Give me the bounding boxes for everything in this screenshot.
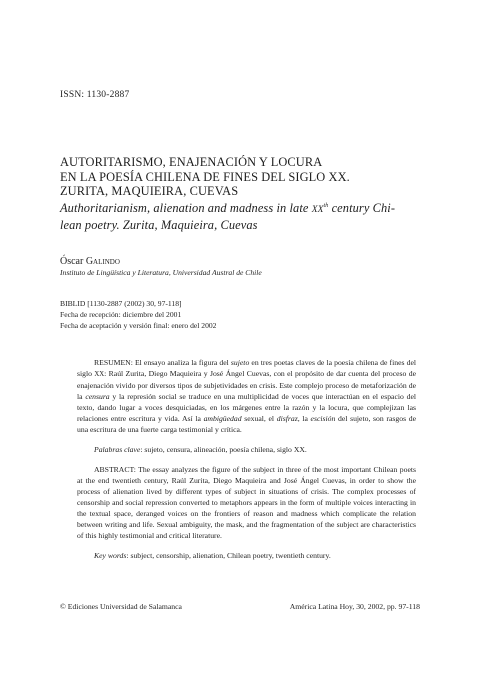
title-line-2: EN LA POESÍA CHILENA DE FINES DEL SIGLO XX. — [60, 169, 350, 184]
footer-citation: América Latina Hoy, 30, 2002, pp. 97-118 — [289, 602, 420, 611]
resumen-paragraph — [77, 357, 416, 435]
resumen-text-3: : Raúl Zurita, Diego Maquieira y José Ángel Cuevas, con el propósito de dar cuenta del proceso de enajenación vivido por diversos tipos de subjetividades en crisis. Este complejo proceso de metaforización de la — [77, 369, 416, 401]
resumen-censura: censura — [85, 392, 110, 401]
keywords-paragraph — [77, 550, 416, 561]
english-title-line-2: lean poetry. Zurita, Maquieira, Cuevas — [60, 217, 258, 232]
issn: ISSN: 1130-2887 — [60, 90, 130, 100]
title-line-3: ZURITA, MAQUIEIRA, CUEVAS — [60, 184, 239, 199]
keywords-label: Key words — [94, 551, 127, 560]
resumen-xx: XX — [94, 371, 105, 378]
palabras-clave-text: : sujeto, censura, alineación, poesía chilena, siglo XX. — [140, 445, 307, 454]
english-title-part-a: Authoritarianism, alienation and madness in late — [60, 200, 312, 215]
page-footer — [60, 602, 420, 611]
biblid: BIBLID [1130-2887 (2002) 30, 97-118] — [60, 299, 182, 308]
english-title-century: XX — [311, 204, 324, 215]
resumen-disfraz: disfraz — [276, 414, 298, 423]
english-title-part-b: century Chi- — [328, 200, 396, 215]
accepted-date: Fecha de aceptación y versión final: enero del 2002 — [60, 321, 217, 330]
resumen-text-6: , la — [297, 414, 311, 423]
palabras-clave-label: Palabras clave — [94, 445, 141, 454]
resumen-text-1: RESUMEN: El ensayo analiza la figura del — [94, 358, 231, 367]
resumen-ambiguedad: ambigüedad — [203, 414, 242, 423]
resumen-text-7: del sujeto, son rasgos de una escritura de una fuerte carga testimonial y crítica. — [77, 414, 416, 434]
resumen-text-5: sexual, el — [241, 414, 277, 423]
author-last-name: Galindo — [85, 256, 120, 267]
english-title — [60, 199, 430, 218]
abstract-block — [77, 357, 416, 570]
english-title-th: th — [323, 202, 329, 209]
article-title — [60, 155, 430, 232]
footer-copyright: © Ediciones Universidad de Salamanca — [60, 602, 182, 611]
title-line-1: AUTORITARISMO, ENAJENACIÓN Y LOCURA — [60, 155, 323, 169]
author-first-name: Óscar — [60, 256, 86, 267]
author-affiliation: Instituto de Lingüística y Literatura, Universidad Austral de Chile — [60, 268, 262, 277]
resumen-text-4: y la represión social se traduce en una multiplicidad de voces que interactúan en el espacio del texto, dando lugar a voces desquiciadas, en los márgenes entre la razón y la locura, que complejizan las relaciones entre escritura y vida. Así la — [77, 392, 416, 423]
keywords-text: : subject, censorship, alienation, Chilean poetry, twentieth century. — [126, 551, 331, 560]
received-date: Fecha de recepción: diciembre del 2001 — [60, 310, 182, 319]
resumen-escision: escisión — [310, 414, 336, 423]
abstract-paragraph: ABSTRACT: The essay analyzes the figure of the subject in three of the most important Chilean poets at the end twentieth century, Raúl Zurita, Diego Maquieira and José Ángel Cuevas, in order to show the process of alienation lived by different types of subject in situations of crisis. The complex processes of censorship and social repression converted to metaphors appears in the form of multiple voices interacting in the textual space, deranged voices on the frontiers of reason and madness which complicate the relation between writing and life. Sexual ambiguity, the mask, and the fragmentation of the subject are characteristics of this highly testimonial and critical literature. — [77, 465, 416, 540]
publication-metadata — [60, 298, 216, 331]
resumen-text-2: en tres poetas claves de la poesía chilena de fines del siglo — [77, 358, 416, 378]
resumen-sujeto: sujeto — [230, 358, 250, 367]
author-name — [60, 256, 120, 267]
palabras-clave-paragraph — [77, 444, 416, 455]
